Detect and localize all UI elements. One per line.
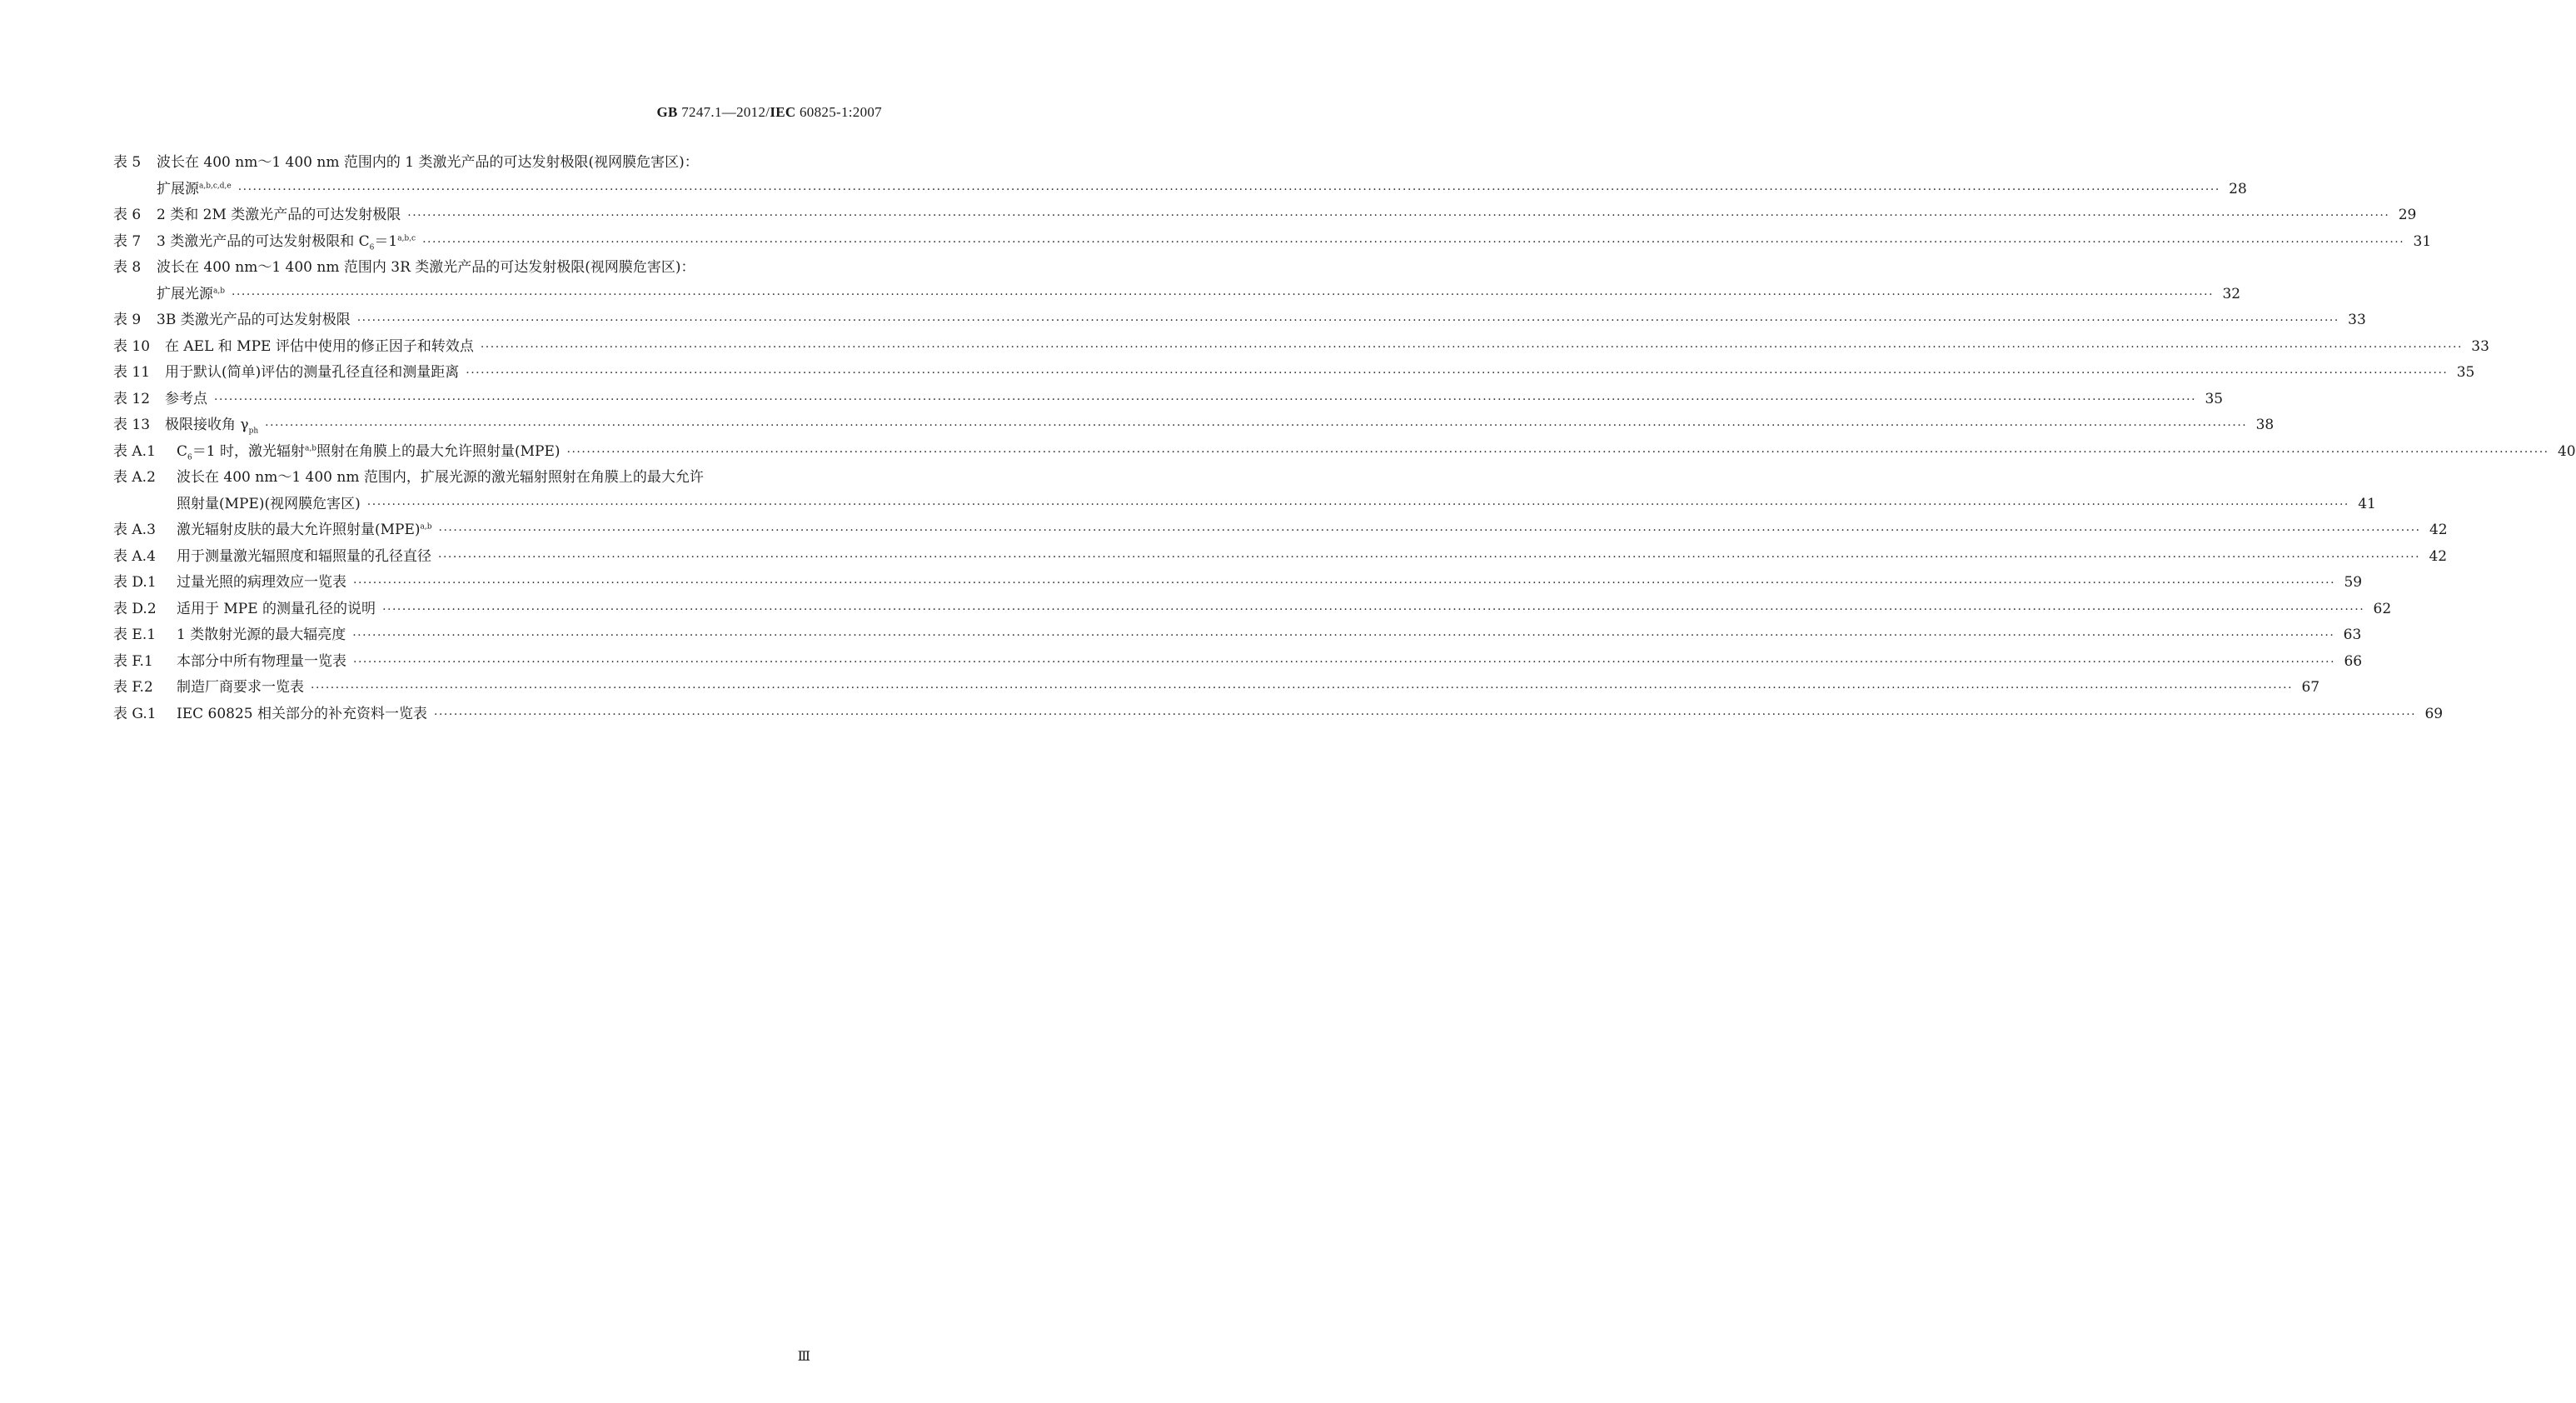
toc-line — [113, 465, 881, 492]
toc-page-number: 40 — [2557, 442, 2576, 460]
toc-line — [113, 334, 2489, 361]
toc-title — [177, 675, 304, 696]
toc-title — [177, 517, 432, 538]
toc-page-number: 31 — [2413, 232, 2432, 250]
toc-line — [113, 387, 2224, 413]
toc-title-text: 波长在 400 nm～1 400 nm 范围内的 1 类激光产品的可达发射极限(视网膜危害区)： — [157, 154, 699, 171]
toc-title — [165, 360, 459, 381]
toc-entry[interactable] — [113, 412, 2275, 439]
leader-dots: ················································································································································································································································································································································································································ — [438, 550, 2421, 564]
toc-title-text: ＝1 时，激光辐射 — [192, 442, 305, 460]
toc-page-number: 66 — [2344, 652, 2363, 670]
page-number-footer: Ⅲ — [797, 1350, 810, 1364]
toc-title-text: 扩展光源 — [157, 285, 213, 302]
superscript-note: a,b — [304, 443, 316, 452]
toc-title — [157, 150, 699, 171]
toc-label: 表 A.4 — [113, 547, 156, 565]
superscript-note: a,b,c — [397, 233, 416, 242]
toc-title-text: 极限接收角 γ — [165, 417, 249, 433]
toc-title-text: 2 类和 2M 类激光产品的可达发射极限 — [157, 207, 401, 223]
iec-number: 60825-1:2007 — [795, 104, 882, 120]
subscript: ph — [248, 427, 259, 436]
toc-label: 表 A.1 — [113, 442, 156, 460]
toc-title-text: 用于测量激光辐照度和辐照量的孔径直径 — [177, 547, 431, 565]
toc-title-text: 3 类激光产品的可达发射极限和 C — [157, 232, 370, 250]
toc-line — [113, 597, 2392, 623]
toc-line — [113, 675, 2320, 702]
leader-dots: ················································································································································································································································································································································································································ — [434, 707, 2417, 721]
leader-dots: ················································································································································································································································································································································································································ — [311, 682, 2294, 695]
leader-dots: ················································································································································································································································································································································································································ — [480, 340, 2463, 354]
subscript: 6 — [369, 242, 375, 252]
toc-page-number: 35 — [2456, 364, 2475, 381]
toc-entry[interactable] — [113, 702, 2444, 728]
leader-dots: ················································································································································································································································································································································································································ — [353, 577, 2336, 590]
toc-title-text: 照射量(MPE)(视网膜危害区) — [177, 495, 361, 512]
toc-title — [177, 570, 346, 591]
toc-page-number: 38 — [2255, 417, 2275, 433]
toc-title — [177, 649, 346, 670]
gb-number: 7247.1—2012/ — [677, 104, 770, 120]
toc-title — [165, 334, 474, 355]
toc-line — [113, 202, 2417, 229]
leader-dots: ················································································································································································································································································································································································································ — [232, 287, 2215, 302]
toc-label: 表 E.1 — [113, 627, 157, 643]
toc-title — [177, 702, 427, 722]
toc-line — [113, 544, 2448, 571]
toc-entry[interactable] — [113, 622, 2362, 649]
toc-label: 表 11 — [113, 364, 151, 381]
toc-line — [113, 622, 2362, 649]
leader-dots: ················································································································································································································································································································································································································ — [265, 419, 2248, 432]
toc-page-number: 28 — [2229, 180, 2247, 197]
toc-page-number: 69 — [2424, 705, 2444, 722]
toc-title-text: ＝1 — [374, 232, 398, 250]
toc-line — [113, 517, 2448, 544]
toc-title-text: 皮肤的最大允许照射量(MPE) — [233, 522, 421, 538]
toc-page-number: 33 — [2471, 337, 2489, 355]
leader-dots: ················································································································································································································································································································································································································ — [566, 445, 2549, 459]
superscript-note: a,b — [420, 522, 432, 532]
toc-title — [177, 544, 431, 565]
toc-title — [177, 597, 376, 617]
toc-title-text: IEC 60825 相关部分的补充资料一览表 — [177, 705, 428, 722]
toc-title — [157, 202, 401, 223]
toc-title-text: 照射在角膜上的最大允许照射量(MPE) — [316, 442, 561, 460]
toc-title — [157, 255, 695, 276]
toc-line — [113, 255, 881, 282]
toc-entry[interactable] — [113, 334, 2489, 361]
toc-title-continuation — [177, 492, 361, 512]
toc-title-text: 波长在 400 nm～1 400 nm 范围内 3R 类激光产品的可达发射极限(视网膜危害区)： — [157, 259, 695, 276]
toc-entry[interactable] — [113, 255, 2241, 307]
toc-page-number: 41 — [2358, 495, 2376, 512]
toc-title — [177, 465, 704, 486]
leader-dots: ················································································································································································································································································································································································································ — [356, 314, 2339, 327]
toc-title-text: 用于默认(简单)评估的测量孔径直径和测量距离 — [165, 364, 460, 381]
toc-line-continuation — [113, 282, 2241, 308]
superscript-note: a,b,c,d,e — [199, 181, 232, 190]
toc-label: 表 A.2 — [113, 469, 156, 486]
toc-title-text: 制造厂商要求一览表 — [177, 679, 304, 696]
toc-title-continuation — [157, 177, 232, 197]
toc-page-number: 42 — [2429, 522, 2448, 538]
toc-entry[interactable] — [113, 544, 2448, 571]
toc-line — [113, 229, 2432, 256]
toc-line — [113, 702, 2444, 728]
toc-entry[interactable] — [113, 675, 2320, 702]
toc-label: 表 6 — [113, 207, 142, 223]
toc-entry[interactable] — [113, 387, 2224, 413]
toc-label: 表 8 — [113, 259, 142, 276]
toc-line-continuation — [113, 492, 2376, 518]
toc-label: 表 G.1 — [113, 705, 157, 722]
toc-page-number: 29 — [2398, 207, 2417, 223]
toc-title — [157, 307, 351, 328]
toc-label: 表 13 — [113, 417, 151, 433]
toc-entry[interactable] — [113, 307, 2366, 334]
leader-dots: ················································································································································································································································································································································································································ — [214, 392, 2197, 407]
toc-line — [113, 439, 2576, 466]
toc-entry[interactable] — [113, 229, 2432, 256]
toc-title-text: 适用于 MPE 的测量孔径的说明 — [177, 600, 376, 617]
toc-title-text: 激光辐射 — [177, 522, 233, 538]
toc-page-number: 62 — [2373, 600, 2392, 617]
toc-page-number: 63 — [2343, 627, 2362, 643]
toc-line — [113, 412, 2275, 439]
subscript: 6 — [187, 452, 192, 462]
toc-line — [113, 360, 2475, 387]
toc-entry[interactable] — [113, 649, 2363, 676]
toc-entry[interactable] — [113, 465, 2376, 517]
toc-entry[interactable] — [113, 439, 2576, 466]
toc-label: 表 A.3 — [113, 522, 156, 538]
toc-title — [177, 439, 561, 460]
toc-title-text: 1 类散射光源的最大辐亮度 — [177, 627, 346, 643]
leader-dots: ················································································································································································································································································································································································································ — [407, 209, 2390, 222]
leader-dots: ················································································································································································································································································································································································································ — [466, 367, 2449, 380]
toc-title-text: 参考点 — [165, 390, 207, 407]
toc-title — [177, 622, 346, 643]
superscript-note: a,b — [213, 286, 225, 295]
toc-title-continuation — [157, 282, 225, 302]
leader-dots: ················································································································································································································································································································································································································ — [353, 655, 2336, 669]
toc-label: 表 10 — [113, 337, 151, 355]
toc-title — [165, 412, 259, 436]
leader-dots: ················································································································································································································································································································································································································ — [352, 629, 2335, 642]
toc-title-text: C — [177, 442, 188, 460]
toc-entry[interactable] — [113, 570, 2363, 597]
iec-prefix: IEC — [770, 104, 796, 120]
toc-entry[interactable] — [113, 597, 2392, 623]
leader-dots: ················································································································································································································································································································································································································ — [237, 182, 2220, 197]
toc-label: 表 D.1 — [113, 574, 157, 591]
toc-line — [113, 150, 881, 177]
toc-line-continuation — [113, 177, 2247, 203]
toc-title-text: 波长在 400 nm～1 400 nm 范围内，扩展光源的激光辐射照射在角膜上的最大允许 — [177, 469, 704, 486]
leader-dots: ················································································································································································································································································································································································································ — [422, 235, 2405, 249]
toc-line — [113, 649, 2363, 676]
leader-dots: ················································································································································································································································································································································································································ — [366, 497, 2349, 512]
toc-entry[interactable] — [113, 150, 2247, 202]
toc-page-number: 35 — [2205, 390, 2224, 407]
toc-title-text: 扩展源 — [157, 180, 199, 197]
toc-title-text: 过量光照的病理效应一览表 — [177, 574, 346, 591]
standard-number-header — [657, 104, 882, 121]
toc-page-number: 42 — [2429, 547, 2448, 565]
table-of-contents — [113, 150, 2576, 727]
toc-label: 表 D.2 — [113, 600, 157, 617]
toc-label: 表 12 — [113, 390, 151, 407]
toc-page-number: 32 — [2222, 285, 2241, 302]
toc-page-number: 33 — [2348, 312, 2366, 328]
gb-prefix: GB — [656, 104, 678, 120]
toc-title — [165, 387, 207, 407]
toc-entry[interactable] — [113, 517, 2448, 544]
toc-label: 表 F.1 — [113, 652, 153, 670]
toc-line — [113, 307, 2366, 334]
toc-title-text: 在 AEL 和 MPE 评估中使用的修正因子和转效点 — [165, 337, 474, 355]
leader-dots: ················································································································································································································································································································································································································ — [438, 524, 2421, 537]
toc-entry[interactable] — [113, 202, 2417, 229]
toc-label: 表 F.2 — [113, 679, 153, 696]
toc-label: 表 9 — [113, 312, 142, 328]
toc-title-text: 本部分中所有物理量一览表 — [177, 652, 346, 670]
toc-entry[interactable] — [113, 360, 2475, 387]
toc-page-number: 59 — [2344, 574, 2363, 591]
toc-title-text: 3B 类激光产品的可达发射极限 — [157, 312, 351, 328]
toc-label: 表 7 — [113, 232, 142, 250]
toc-title — [157, 229, 416, 250]
leader-dots: ················································································································································································································································································································································································································ — [382, 602, 2365, 617]
toc-line — [113, 570, 2363, 597]
toc-page-number: 67 — [2301, 679, 2320, 696]
toc-label: 表 5 — [113, 154, 142, 171]
